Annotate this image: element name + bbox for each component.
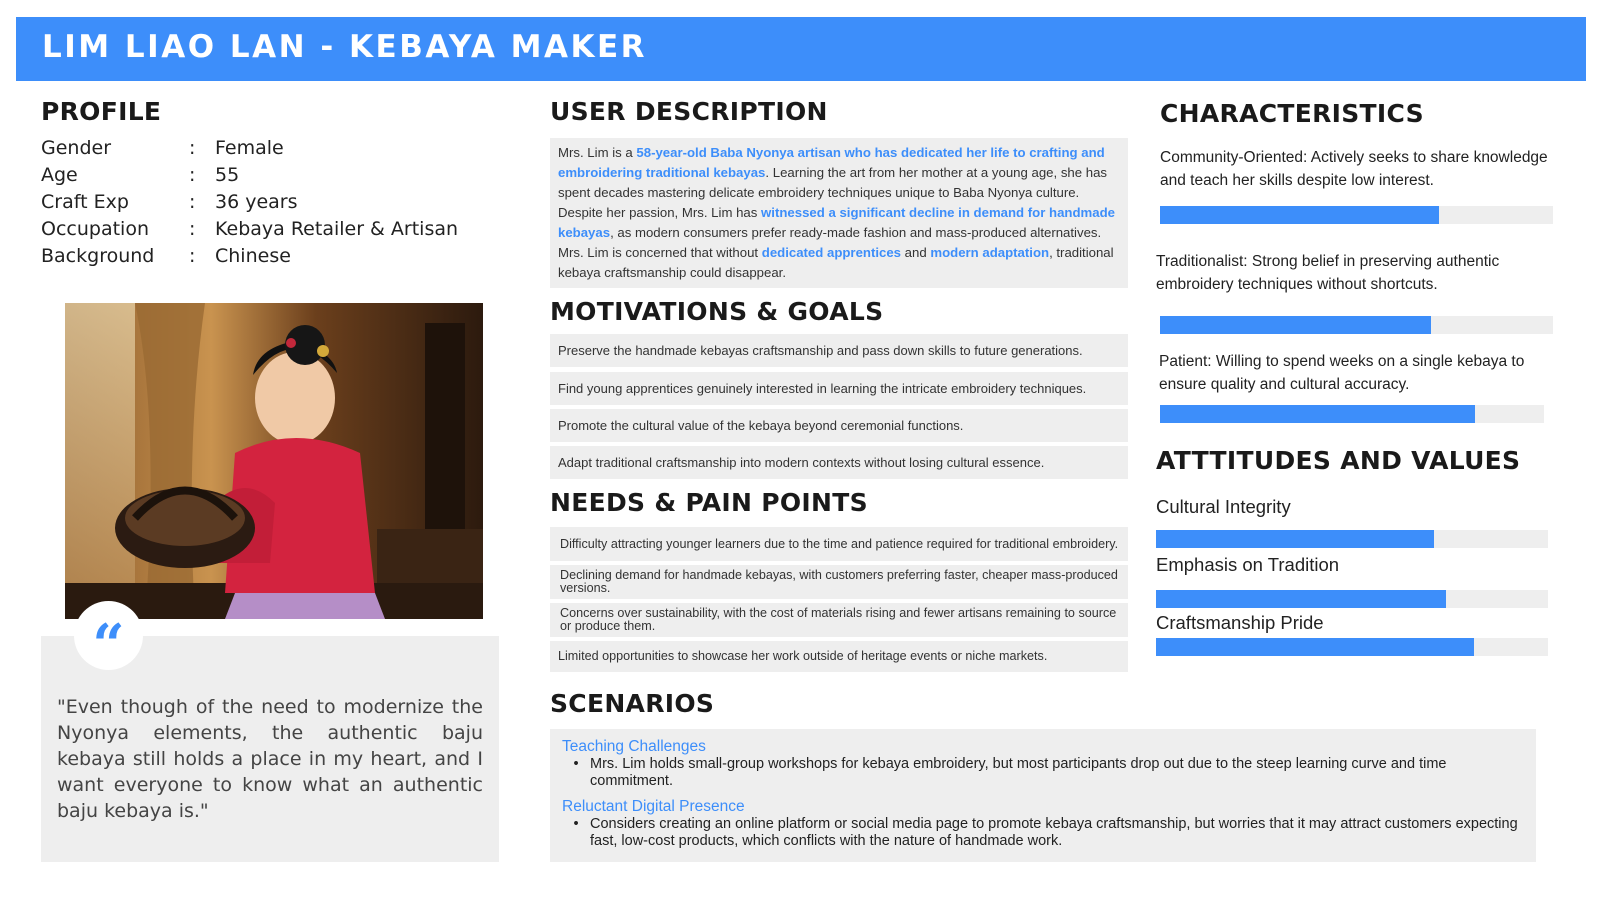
description-text: and xyxy=(901,245,931,260)
profile-separator: : xyxy=(189,217,196,240)
attitude-label: Craftsmanship Pride xyxy=(1156,612,1324,633)
quote-mark: “ xyxy=(92,611,125,678)
profile-value: Chinese xyxy=(215,244,291,267)
characteristic-bar xyxy=(1160,405,1544,423)
profile-key: Occupation xyxy=(41,217,149,240)
profile-key: Age xyxy=(41,163,78,186)
attitude-bar-fill xyxy=(1156,530,1434,548)
description-text: Mrs. Lim is a xyxy=(558,145,637,160)
attitude-bar xyxy=(1156,590,1548,608)
attitude-label: Cultural Integrity xyxy=(1156,496,1291,517)
scenario-title: Reluctant Digital Presence xyxy=(562,798,745,815)
characteristic-text: Patient: Willing to spend weeks on a single kebaya to ensure quality and cultural accuracy. xyxy=(1159,353,1525,393)
attitude-bar xyxy=(1156,638,1548,656)
scenario-text: Mrs. Lim holds small-group workshops for kebaya embroidery, but most participants drop out due to the steep learning curve and time commitment. xyxy=(590,756,1447,789)
scenarios-panel xyxy=(550,729,1536,862)
scenario-title: Teaching Challenges xyxy=(562,738,706,755)
profile-row xyxy=(41,242,458,269)
attitude-bar-fill xyxy=(1156,638,1474,656)
bullet: • xyxy=(573,816,579,832)
profile-value: Female xyxy=(215,136,284,159)
description-highlight: 58-year-old Baba Nyonya artisan who has dedicated her life to crafting and embroidering traditional kebayas xyxy=(558,145,1105,180)
profile-separator: : xyxy=(189,190,196,213)
profile-separator: : xyxy=(189,163,196,186)
persona-quote: "Even though of the need to modernize the Nyonya elements, the authentic baju kebaya still holds a place in my heart, and I want everyone to know what an authentic baju kebaya is." xyxy=(57,696,483,822)
pain-point-item: Declining demand for handmade kebayas, with customers preferring faster, cheaper mass-produced versions. xyxy=(550,565,1128,599)
profile-value: 36 years xyxy=(215,190,298,213)
characteristic-bar xyxy=(1160,316,1553,334)
profile-key: Gender xyxy=(41,136,112,159)
profile-separator: : xyxy=(189,136,196,159)
goal-item: Preserve the handmade kebayas craftsmanship and pass down skills to future generations. xyxy=(550,334,1128,367)
profile-table xyxy=(41,134,458,269)
scenario-text: Considers creating an online platform or social media page to promote kebaya craftsmanship, but worries that it may attract customers expecting fast, low-cost products, which conflicts with the nature of handmade work. xyxy=(590,816,1518,849)
attitude-bar xyxy=(1156,530,1548,548)
attitude-bar-fill xyxy=(1156,590,1446,608)
profile-key: Background xyxy=(41,244,155,267)
scenarios-heading: SCENARIOS xyxy=(550,689,715,718)
description-text: , traditional kebaya craftsmanship could disappear. xyxy=(558,245,1114,280)
characteristics-heading: CHARACTERISTICS xyxy=(1160,99,1424,128)
goal-item: Find young apprentices genuinely interested in learning the intricate embroidery techniques. xyxy=(550,372,1128,405)
profile-row xyxy=(41,188,458,215)
pain-point-item: Concerns over sustainability, with the cost of materials rising and fewer artisans remaining to source or produce them. xyxy=(550,603,1128,637)
characteristic-bar xyxy=(1160,206,1553,224)
profile-row xyxy=(41,161,458,188)
quote-icon xyxy=(74,601,143,678)
persona-photo xyxy=(65,303,483,619)
profile-value: 55 xyxy=(215,163,240,186)
profile-separator: : xyxy=(189,244,196,267)
characteristic-text: Community-Oriented: Actively seeks to share knowledge and teach her skills despite low interest. xyxy=(1160,149,1548,189)
description-highlight: modern adaptation xyxy=(930,245,1050,260)
profile-value: Kebaya Retailer & Artisan xyxy=(215,217,459,240)
user-description-heading: USER DESCRIPTION xyxy=(550,97,828,126)
profile-key: Craft Exp xyxy=(41,190,129,213)
characteristic-bar-fill xyxy=(1160,316,1431,334)
user-description-text xyxy=(550,138,1128,288)
description-highlight: witnessed a significant decline in demand for handmade kebayas xyxy=(558,205,1115,240)
motivations-heading: MOTIVATIONS & GOALS xyxy=(550,297,884,326)
header-banner xyxy=(16,17,1586,81)
attitudes-heading: ATTTITUDES AND VALUES xyxy=(1156,446,1521,475)
profile-row xyxy=(41,215,458,242)
goal-item: Adapt traditional craftsmanship into modern contexts without losing cultural essence. xyxy=(550,446,1128,479)
needs-heading: NEEDS & PAIN POINTS xyxy=(550,488,868,517)
description-text: . Learning the art from her mother at a young age, she has spent decades mastering delicate embroidery techniques unique to Baba Nyonya culture. Despite her passion, Mrs. Lim has xyxy=(558,165,1108,220)
scenario-item xyxy=(562,756,1524,790)
characteristic-text: Traditionalist: Strong belief in preserving authentic embroidery techniques without shortcuts. xyxy=(1156,253,1500,293)
persona-photo-illustration xyxy=(65,303,483,619)
characteristic-bar-fill xyxy=(1160,206,1439,224)
characteristic-bar-fill xyxy=(1160,405,1475,423)
profile-heading: PROFILE xyxy=(41,97,162,126)
description-text: , as modern consumers prefer ready-made fashion and mass-produced alternatives. Mrs. Lim is concerned that without xyxy=(558,225,1102,260)
pain-point-item: Difficulty attracting younger learners due to the time and patience required for traditional embroidery. xyxy=(550,527,1128,561)
bullet: • xyxy=(573,756,579,772)
page-title: LIM LIAO LAN - KEBAYA MAKER xyxy=(42,29,648,65)
attitude-label: Emphasis on Tradition xyxy=(1156,554,1340,575)
pain-point-item: Limited opportunities to showcase her work outside of heritage events or niche markets. xyxy=(550,641,1128,672)
description-highlight: dedicated apprentices xyxy=(761,245,902,260)
goal-item: Promote the cultural value of the kebaya beyond ceremonial functions. xyxy=(550,409,1128,442)
profile-row xyxy=(41,134,458,161)
scenario-item xyxy=(562,816,1524,850)
